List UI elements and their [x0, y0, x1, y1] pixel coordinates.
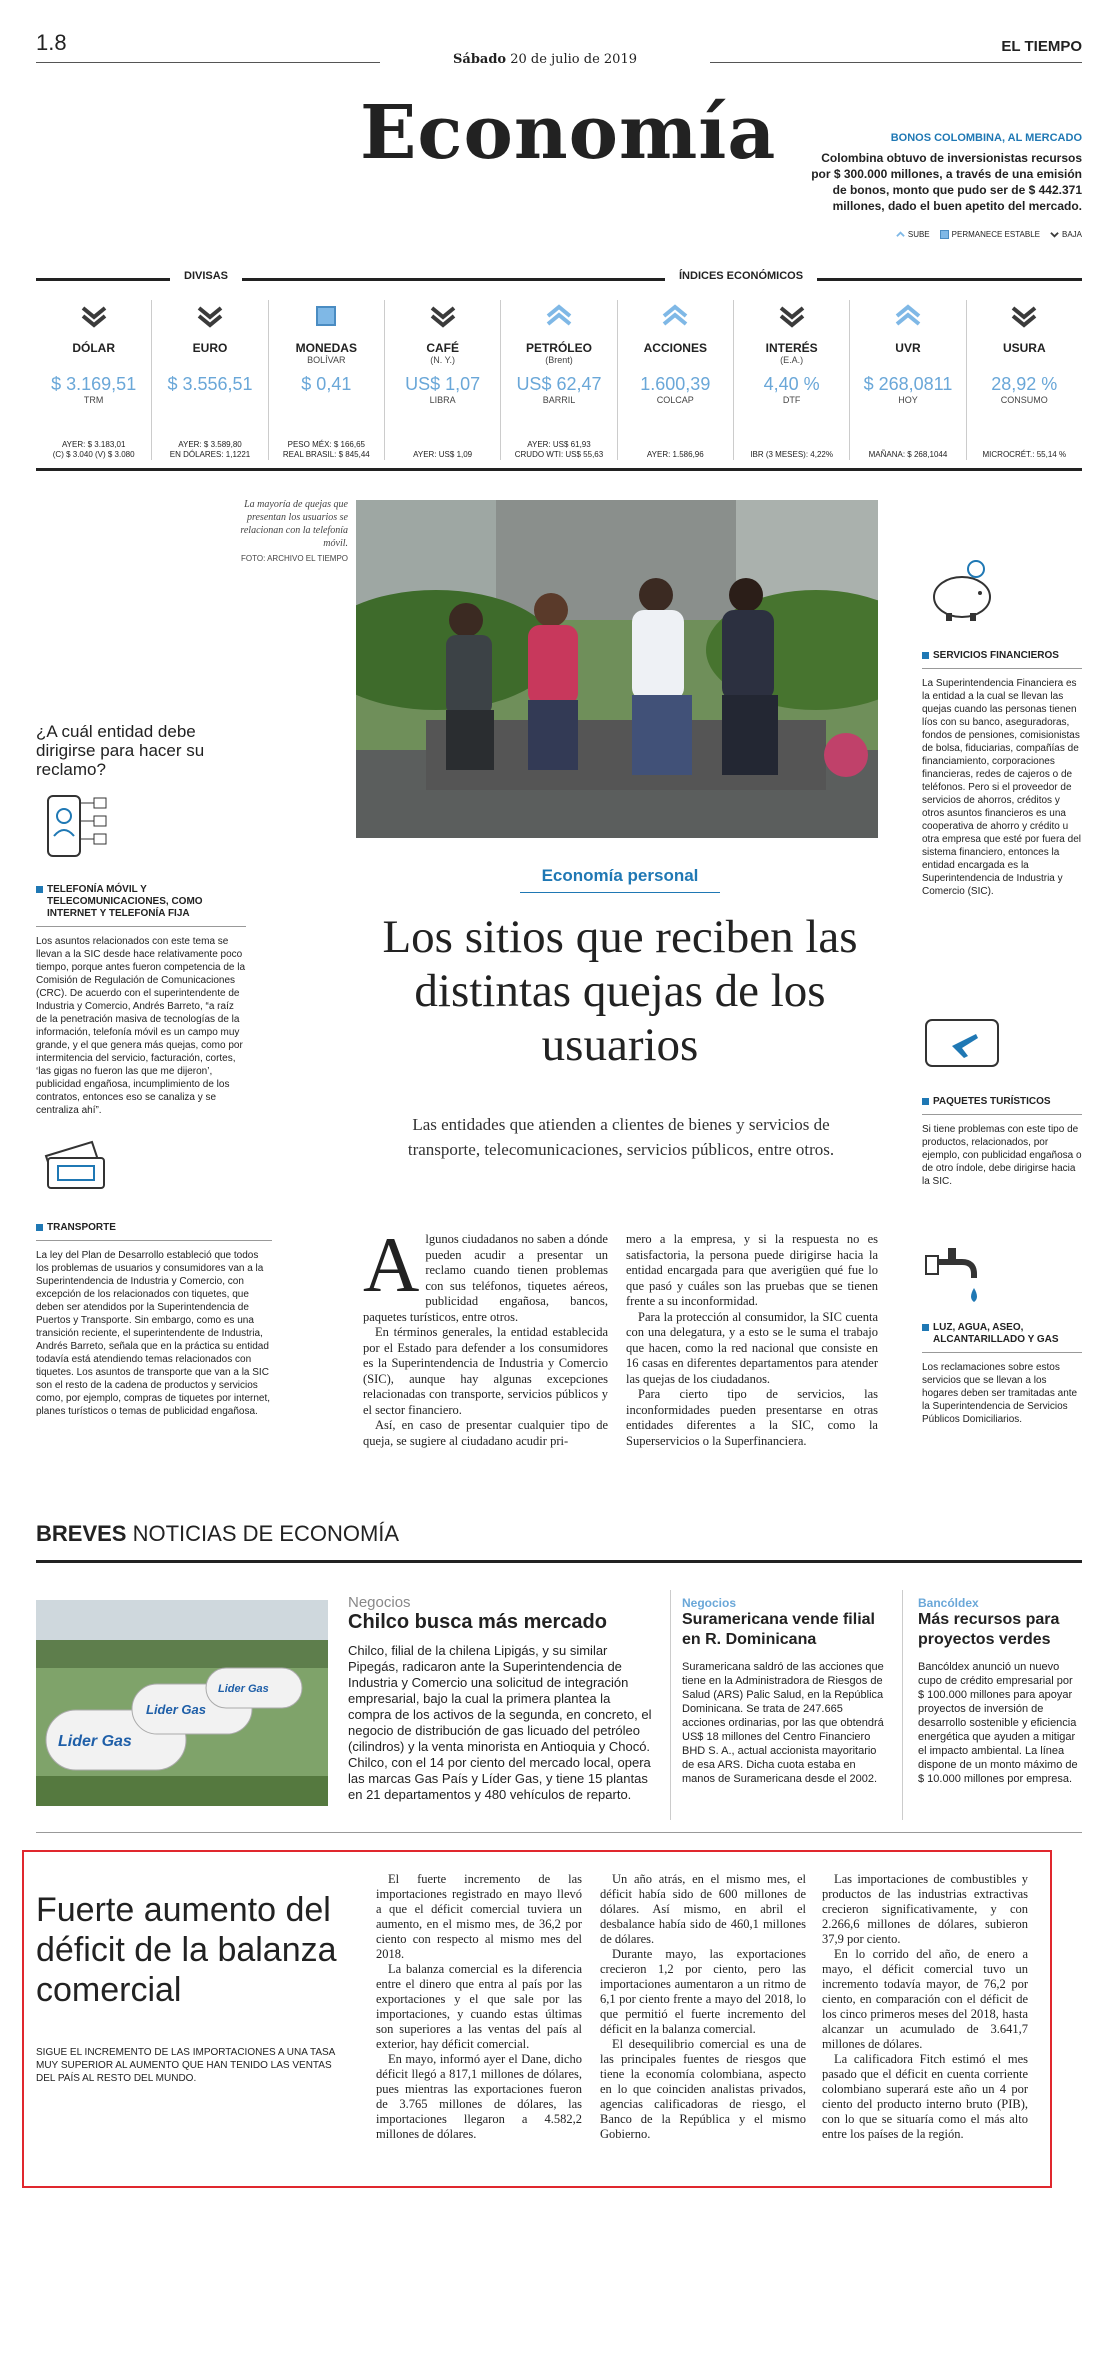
deficit-paragraph: En mayo, informó ayer el Dane, dicho déficit llegó a 817,1 millones de dólares, pues mientras las exportaciones fueron de 3.765 millones de dólares, las importaciones llegaron a 4.582,2 millones de dólares. — [376, 2052, 582, 2141]
deficit-paragraph: El desequilibrio comercial es una de las principales fuentes de riesgos que tiene la economía colombiana, aspecto en lo que coinciden analistas privados, agencias calificadoras de riesgo, el Banco de la República y el mismo Gobierno. — [600, 2037, 806, 2141]
brief-kicker: Bancóldex — [918, 1596, 979, 1610]
indicator-footnote: PESO MÉX: $ 166,65 REAL BRASIL: $ 845,44 — [282, 440, 370, 459]
deficit-paragraph: La calificadora Fitch estimó el mes pasado que el déficit en cuenta corriente colombiano superará este año un 4 por ciento del producto interno bruto (PIB), con lo que se situaría como el más alto entre los países de la región. — [822, 2052, 1028, 2141]
indicator-footnote: MICROCRÉT.: 55,14 % — [982, 450, 1067, 459]
utilities-text: Los reclamaciones sobre estos servicios que se llevan a los hogares deben ser tramitadas ante la Superintendencia de Servicios Públicos Domiciliarios. — [922, 1362, 1078, 1425]
indicator-footnote: AYER: US$ 1,09 — [413, 450, 473, 459]
photo-caption: La mayoría de quejas que presentan los usuarios se relacionan con la telefonía móvil. FOTO: ARCHIVO EL TIEMPO — [220, 498, 348, 565]
indicator-unit: COLCAP — [656, 395, 694, 405]
stable-square-icon — [940, 230, 949, 239]
utilities-block — [922, 1322, 1082, 1426]
up-arrow-icon — [894, 304, 922, 330]
legend-up: SUBE — [896, 230, 930, 239]
indicator-value: 1.600,39 — [640, 374, 711, 394]
indicator-cell — [849, 300, 965, 460]
divisas-label: DIVISAS — [170, 270, 242, 282]
kicker-underline — [520, 892, 720, 893]
deficit-paragraph: La balanza comercial es la diferencia entre el dinero que entra al país por las exportaciones y el que sale por las importaciones, y cuando estas últimas son superiores a las ventas del país al exterior, hay déficit comercial. — [376, 1962, 582, 2051]
feature-paragraph: En términos generales, la entidad establecida por el Estado para defender a los consumidores es la Superintendencia de Industria y Comercio (SIC), aunque hay algunas excepciones relacionadas con transporte, servicios públicos y el sector financiero. — [363, 1325, 608, 1417]
sidebar-question: ¿A cuál entidad debe dirigirse para hacer su reclamo? — [36, 722, 205, 779]
indicator-name: ACCIONES — [643, 341, 707, 355]
indicator-footnote: AYER: 1.586,96 — [646, 450, 704, 459]
indicator-cell — [268, 300, 384, 460]
brief-item — [918, 1596, 1078, 1786]
stable-square-icon — [312, 304, 340, 330]
trend-legend — [840, 230, 1082, 239]
down-arrow-icon — [80, 304, 108, 330]
tourism-heading: PAQUETES TURÍSTICOS — [933, 1096, 1051, 1107]
feature-paragraph: Para la protección al consumidor, la SIC cuenta con una delegatura, y a esto se le suma el trabajo que hacen, como la red nacional que consiste en 16 casas en diferentes departamentos para atender las quejas de los ciudadanos. — [626, 1309, 878, 1386]
section-title: Economía — [360, 90, 777, 176]
brief-item — [348, 1594, 654, 1803]
indices-label: ÍNDICES ECONÓMICOS — [665, 270, 817, 282]
transport-text: La ley del Plan de Desarrollo estableció que todos los problemas de usuarios y consumidores van a la Superintendencia de Industria y Comercio, con excepción de los relacionados con tiquetes, que deben ser atendidos por la Superintendencia de Puertos y Transporte. Sin embargo, como es una transición reciente, el superintendente de Industria, Andrés Barreto, señala que en la práctica su entidad todavía está atendiendo temas relacionados con tiquetes. Los asuntos de transporte que van a la SIC son el resto de la cadena de productos y servicios como, por ejemplo, compras de tiquetes por internet, planes turísticos o temas de publicidad engañosa. — [36, 1250, 271, 1417]
deficit-paragraph: El fuerte incremento de las importaciones registrado en mayo llevó a que el déficit comercial tuviera un aumento, en el mismo mes, de 36,2 por ciento con respecto al mismo mes del 2018. — [376, 1872, 582, 1961]
indicator-cell — [384, 300, 500, 460]
date-rest: 20 de julio de 2019 — [510, 52, 637, 67]
feature-column-1 — [363, 1221, 608, 1449]
feature-paragraph: mero a la empresa, y si la respuesta no es satisfactoria, la persona puede dirigirse hacia la entidad encargada para que averigüen qué fue lo que pasó y cuáles son las pruebas que se tienen frente a su inconformidad. — [626, 1232, 878, 1308]
indicators-bottom-rule — [36, 468, 1082, 471]
transport-block — [36, 1222, 272, 1418]
indicator-unit: LIBRA — [429, 395, 456, 405]
brief-title: Chilco busca más mercado — [348, 1611, 607, 1633]
bullet-square-icon — [922, 1098, 929, 1105]
brief-kicker: Negocios — [348, 1594, 411, 1611]
indicator-footnote: MAÑANA: $ 268,1044 — [868, 450, 948, 459]
feature-deck: Las entidades que atienden a clientes de bienes y servicios de transporte, telecomunicaciones, servicios públicos, entre otros. — [407, 1115, 835, 1159]
bullet-square-icon — [36, 1224, 43, 1231]
indicator-unit: DTF — [782, 395, 801, 405]
down-arrow-icon — [1010, 304, 1038, 330]
up-arrow-icon — [896, 230, 905, 239]
indicator-footnote: IBR (3 MESES): 4,22% — [750, 450, 833, 459]
indicator-sub: (Brent) — [545, 355, 573, 365]
indicator-unit: TRM — [83, 395, 104, 405]
utilities-heading: LUZ, AGUA, ASEO, ALCANTARILLADO Y GAS — [933, 1322, 1059, 1345]
feature-paragraph: Para cierto tipo de servicios, las inconformidades pueden presentarse en otras entidades diferentes a la SIC, como la Superservicios o la Superfinanciera. — [626, 1387, 878, 1448]
legend-down: BAJA — [1050, 230, 1082, 239]
telecom-text: Los asuntos relacionados con este tema se llevan a la SIC desde hace relativamente poco tiempo, porque antes fueron competencia de la Comisión de Regulación de Comunicaciones (CRC). De acuerdo con el superintendente de Industria y Comercio, Andrés Barreto, “a raíz de la penetración masiva de tecnologías de la información, telefonía móvil es un campo muy grande, y el que genera más quejas, como por intermitencia del servicio, facturación, cortes, ‘las gigas no fueron las que me dijeron’, publicidad engañosa, incumplimiento de los contratos, entonces eso se canaliza y se centraliza ahí”. — [36, 936, 246, 1116]
bullet-square-icon — [36, 886, 43, 893]
indicator-name: UVR — [895, 341, 921, 355]
brief-title: Más recursos para proyectos verdes — [918, 1611, 1060, 1648]
telecom-block — [36, 884, 246, 1117]
piggy-bank-icon — [926, 555, 1006, 625]
indicator-sub — [152, 355, 267, 366]
finance-text: La Superintendencia Financiera es la entidad a la cual se llevan las quejas cuando las personas tienen líos con su banco, aseguradoras, fondos de pensiones, comisionistas de bolsa, fiduciarias, compañías de financiamiento, corporaciones financieras, redes de cajeros o de teléfonos. Pero si el proveedor de servicios de ahorros, créditos y otros asuntos financieros es una cooperativa de ahorro y crédito u otra empresa que esté por fuera del sistema financiero, entonces la entidad encargada es la Superintendencia de Industria y Comercio (SIC). — [922, 678, 1081, 897]
indicator-value: 28,92 % — [991, 374, 1058, 394]
indicator-footnote: AYER: US$ 61,93 CRUDO WTI: US$ 55,63 — [514, 440, 604, 459]
feature-paragraph: lgunos ciudadanos no saben a dónde pueden acudir a presentar un reclamo cuando tienen problemas con sus teléfonos, tiquetes aéreos, publicidad engañosa, bancos, paquetes turísticos, entre otros. — [363, 1232, 608, 1324]
indicator-sub — [618, 355, 733, 366]
indicator-value: 4,40 % — [763, 374, 820, 394]
brief-title: Suramericana vende filial en R. Dominicana — [682, 1611, 875, 1648]
photo-credit: FOTO: ARCHIVO EL TIEMPO — [241, 554, 348, 563]
indicator-cell — [966, 300, 1082, 460]
indicator-footnote: AYER: $ 3.589,80 EN DÓLARES: 1,1221 — [169, 440, 251, 459]
gas-tanks-photo — [36, 1600, 328, 1806]
indicator-value: $ 268,0811 — [863, 374, 953, 394]
deficit-paragraph: Las importaciones de combustibles y productos de las industrias extractivas crecieron significativamente, y con 2.266,6 millones de dólares, subieron 37,9 por ciento. — [822, 1872, 1028, 1946]
travel-ticket-icon — [922, 1012, 1006, 1076]
indicator-name: PETRÓLEO — [525, 341, 592, 355]
bonds-heading: BONOS COLOMBINA, AL MERCADO — [890, 132, 1082, 144]
indicator-sub — [967, 355, 1082, 366]
indicator-unit: BARRIL — [542, 395, 576, 405]
tourism-text: Si tiene problemas con este tipo de productos, relacionados, por ejemplo, con publicidad engañosa o de otro índole, debe dirigirse hacia la SIC. — [922, 1124, 1082, 1187]
deficit-paragraph: En lo corrido del año, de enero a mayo, el déficit comercial tuvo un incremento todavía mayor, de 76,2 por ciento, en comparación con el déficit de los cinco primeros meses del 2018, hasta alcanzar un acumulado de 3.641,7 millones de dólares. — [822, 1947, 1028, 2051]
svg-text:Lider Gas: Lider Gas — [146, 1702, 206, 1717]
down-arrow-icon — [196, 304, 224, 330]
brief-kicker: Negocios — [682, 1596, 737, 1610]
deficit-column-1 — [376, 1872, 582, 2142]
brief-divider — [670, 1590, 671, 1820]
indicator-cell — [36, 300, 151, 460]
brief-divider — [902, 1590, 903, 1820]
svg-text:Lider Gas: Lider Gas — [218, 1683, 269, 1695]
deficit-column-3 — [822, 1872, 1028, 2142]
brief-body: Bancóldex anunció un nuevo cupo de crédito empresarial por $ 100.000 millones para apoyar proyectos de inversión de desarrollo sostenible y eficiencia energética que ayuden a mitigar el impacto ambiental. La línea dispone de un monto máximo de $ 10.000 millones por empresa. — [918, 1661, 1078, 1785]
down-arrow-icon — [1050, 230, 1059, 239]
legend-stable: PERMANECE ESTABLE — [940, 230, 1040, 239]
breves-title — [36, 1521, 399, 1547]
indicator-name: INTERÉS — [765, 341, 818, 355]
deficit-paragraph: Durante mayo, las exportaciones crecieron 1,2 por ciento, pero las importaciones aumentaron a un ritmo de 6,1 por ciento frente a mayo del 2018, lo que permitió el fuerte incremento del déficit en la balanza comercial. — [600, 1947, 806, 2036]
date-line — [380, 52, 710, 67]
phone-icon — [40, 792, 120, 862]
brief-body: Chilco, filial de la chilena Lipigás, y su similar Pipegás, radicaron ante la Superintendencia de Industria y Comercio una solicitud de integración empresarial, bajo la cual la primera plantea la compra de los activos de la segunda, en concreto, el negocio de distribución de gas licuado del petróleo (cilindros) y la venta minorista en Antioquia y Chocó. Chilco, con el 14 por ciento del mercado local, opera las marcas Gas País y Líder Gas, y tiene 15 plantas en 21 departamentos y 480 vehículos de reparto. — [348, 1643, 652, 1802]
indicator-value: US$ 62,47 — [516, 374, 602, 394]
feature-kicker: Economía personal — [541, 866, 699, 885]
down-arrow-icon — [429, 304, 457, 330]
up-arrow-icon — [661, 304, 689, 330]
indicator-name: USURA — [1002, 341, 1046, 355]
date-day: Sábado — [453, 52, 507, 67]
finance-heading: SERVICIOS FINANCIEROS — [933, 650, 1059, 661]
indicator-cell — [733, 300, 849, 460]
telecom-heading: TELEFONÍA MÓVIL Y TELECOMUNICACIONES, COMO INTERNET Y TELEFONÍA FIJA — [47, 884, 203, 919]
indicator-name: MONEDAS — [295, 341, 357, 355]
deficit-subtitle: SIGUE EL INCREMENTO DE LAS IMPORTACIONES A UNA TASA MUY SUPERIOR AL AUMENTO QUE HAN TENIDO LAS VENTAS DEL PAÍS AL RESTO DEL MUNDO. — [36, 2047, 335, 2084]
indicator-value: $ 3.169,51 — [51, 374, 137, 394]
feature-paragraph: Así, en caso de presentar cualquier tipo de queja, se sugiere al ciudadano acudir pri- — [363, 1418, 608, 1448]
breves-bottom-rule — [36, 1832, 1082, 1833]
feature-headline: Los sitios que reciben las distintas quejas de los usuarios — [382, 911, 858, 1071]
deficit-paragraph: Un año atrás, en el mismo mes, el déficit había sido de 600 millones de dólares. Así mismo, en abril el desbalance había sido de 460,1 millones de dólares. — [600, 1872, 806, 1946]
indicator-value: $ 3.556,51 — [167, 374, 253, 394]
indicator-name: EURO — [192, 341, 228, 355]
bullet-square-icon — [922, 652, 929, 659]
indicator-cell — [500, 300, 616, 460]
indicator-unit: HOY — [898, 395, 918, 405]
indicator-sub — [850, 355, 965, 366]
feature-photo — [356, 500, 878, 838]
transport-heading: TRANSPORTE — [47, 1222, 116, 1233]
indicator-sub: (E.A.) — [780, 355, 804, 365]
indicator-name: CAFÉ — [426, 341, 459, 355]
down-arrow-icon — [778, 304, 806, 330]
ticket-icon — [40, 1136, 112, 1196]
indicator-sub: BOLÍVAR — [307, 355, 346, 365]
deficit-column-2 — [600, 1872, 806, 2142]
page-number: 1.8 — [36, 30, 67, 55]
indicator-value: US$ 1,07 — [405, 374, 481, 394]
indicator-value: $ 0,41 — [301, 374, 352, 394]
indicator-unit: CONSUMO — [1000, 395, 1048, 405]
indicator-cell — [617, 300, 733, 460]
indicators-strip — [36, 300, 1082, 460]
breves-title-rest: NOTICIAS DE ECONOMÍA — [132, 1521, 400, 1546]
indicator-name: DÓLAR — [72, 341, 115, 355]
dropcap: A — [363, 1221, 420, 1308]
feature-column-2 — [626, 1232, 878, 1449]
tourism-block — [922, 1096, 1082, 1188]
indicator-sub — [36, 355, 151, 366]
brief-body: Suramericana saldró de las acciones que tiene en la Administradora de Riesgos de Salud (ARS) Palic Salud, en la República Dominicana. Se trata de 247.665 acciones ordinarias, por las que obtendrá US$ 18 millones del Centro Financiero BHD S. A., actual accionista mayoritario de esa ARS. Dicha cuota estaba en manos de Suramericana desde el 2002. — [682, 1661, 884, 1785]
brief-item — [682, 1596, 888, 1786]
breves-rule — [36, 1560, 1082, 1563]
svg-text:Lider Gas: Lider Gas — [58, 1733, 132, 1750]
faucet-icon — [922, 1238, 992, 1308]
finance-block — [922, 650, 1082, 898]
deficit-headline: Fuerte aumento del déficit de la balanza comercial — [36, 1891, 337, 2009]
indicator-sub: (N. Y.) — [430, 355, 455, 365]
up-arrow-icon — [545, 304, 573, 330]
bonds-text: Colombina obtuvo de inversionistas recursos por $ 300.000 millones, a través de una emisión de bonos, monto que pudo ser de $ 442.371 millones, dado el buen apetito del mercado. — [811, 151, 1082, 213]
indicator-cell — [151, 300, 267, 460]
indicator-footnote: AYER: $ 3.183,01 (C) $ 3.040 (V) $ 3.080 — [52, 440, 135, 459]
bullet-square-icon — [922, 1324, 929, 1331]
breves-title-bold: BREVES — [36, 1521, 127, 1546]
brand-logo: EL TIEMPO — [1001, 38, 1082, 55]
